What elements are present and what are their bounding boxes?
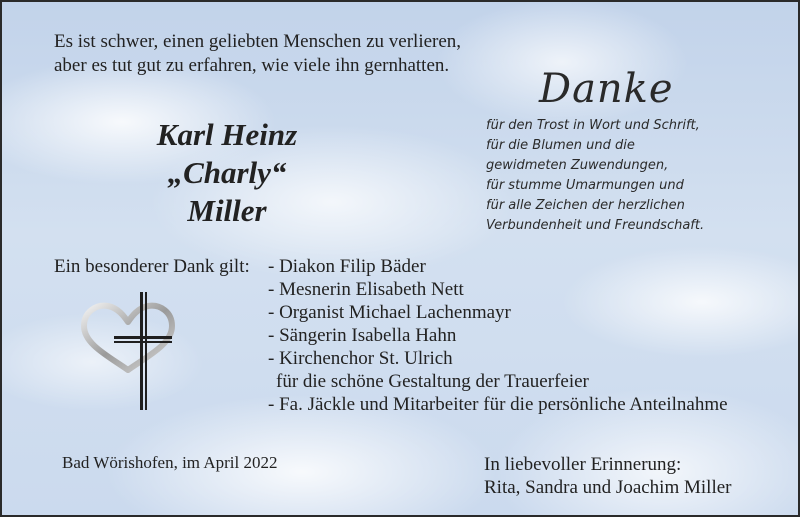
danke-line: Verbundenheit und Freundschaft. bbox=[486, 218, 705, 233]
danke-list bbox=[486, 116, 704, 236]
special-thanks-list bbox=[268, 255, 728, 416]
closing-line-1: In liebevoller Erinnerung: bbox=[484, 454, 682, 475]
intro-line-1: Es ist schwer, einen geliebten Menschen zu verlieren, bbox=[54, 31, 462, 52]
closing-line-2: Rita, Sandra und Joachim Miller bbox=[484, 477, 732, 498]
thanks-item: - Organist Michael Lachenmayr bbox=[268, 302, 511, 323]
danke-line: für die Blumen und die bbox=[486, 138, 635, 153]
name-line-3: Miller bbox=[187, 193, 267, 228]
thanks-item: - Sängerin Isabella Hahn bbox=[268, 325, 457, 346]
danke-heading: Danke bbox=[539, 66, 674, 112]
thanks-item: - Mesnerin Elisabeth Nett bbox=[268, 279, 464, 300]
intro-text bbox=[54, 30, 461, 78]
deceased-name bbox=[142, 116, 312, 230]
thanks-item: - Fa. Jäckle und Mitarbeiter für die persönliche Anteilnahme bbox=[268, 394, 728, 415]
place-date: Bad Wörishofen, im April 2022 bbox=[62, 453, 278, 472]
heart-cross-icon bbox=[78, 290, 178, 417]
danke-line: für den Trost in Wort und Schrift, bbox=[486, 118, 700, 133]
thanks-item-continuation: für die schöne Gestaltung der Trauerfeier bbox=[276, 371, 589, 392]
name-line-1: Karl Heinz bbox=[156, 117, 298, 152]
danke-line: für alle Zeichen der herzlichen bbox=[486, 198, 685, 213]
special-thanks-label: Ein besonderer Dank gilt: bbox=[54, 256, 250, 277]
thanks-item: - Diakon Filip Bäder bbox=[268, 256, 426, 277]
danke-line: gewidmeten Zuwendungen, bbox=[486, 158, 669, 173]
name-line-2: „Charly“ bbox=[167, 155, 287, 190]
danke-line: für stumme Umarmungen und bbox=[486, 178, 684, 193]
thanks-item: - Kirchenchor St. Ulrich bbox=[268, 348, 453, 369]
closing-signature bbox=[484, 453, 731, 499]
intro-line-2: aber es tut gut zu erfahren, wie viele ihn gernhatten. bbox=[54, 55, 450, 76]
